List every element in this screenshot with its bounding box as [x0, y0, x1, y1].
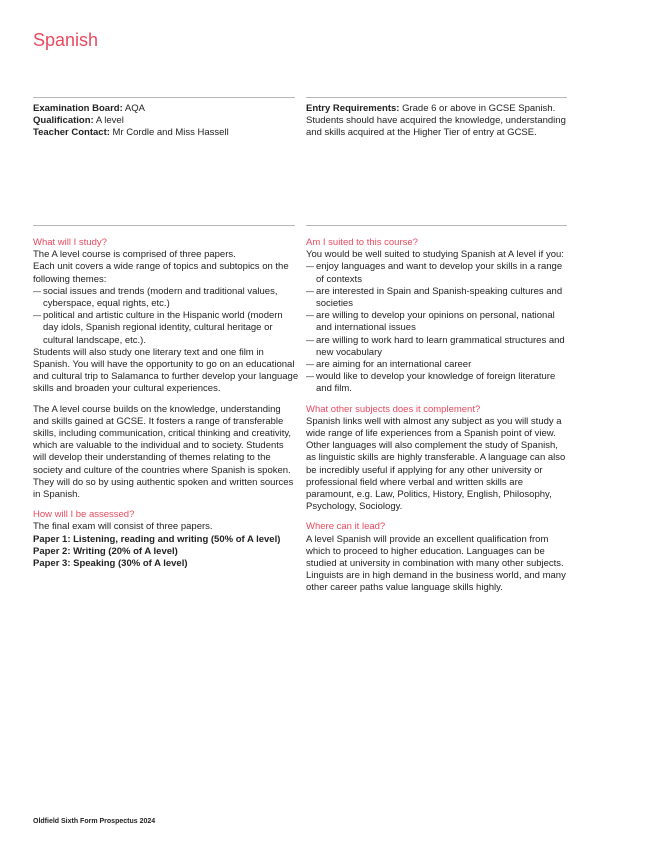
study-paragraph-2: The A level course builds on the knowledge, understanding and skills gained at GCSE. It fosters a range of transferable skills, including communication, critical thinking and creativity, which are valuable to the individual and to society. Students will develop their understanding of themes relating to the society and culture of the countries where Spanish is spoken. They will do so by using authentic spoken and written sources in Spanish. — [33, 403, 294, 501]
assessed-heading: How will I be assessed? — [33, 509, 135, 521]
list-item: — enjoy languages and want to develop your skills in a range of contexts — [306, 261, 568, 285]
list-item: — social issues and trends (modern and traditional values, cyberspace, equal rights, etc.) — [33, 286, 299, 310]
list-item: — are willing to develop your opinions on personal, national and international issues — [306, 310, 568, 334]
left-column — [33, 237, 299, 570]
paper-3: Paper 3: Speaking (30% of A level) — [33, 558, 188, 570]
entry-requirements: Entry Requirements: Grade 6 or above in GCSE Spanish. Students should have acquired the knowledge, understanding and skills acquired at the Higher Tier of entry at GCSE. — [306, 103, 566, 139]
divider-top-left — [33, 97, 295, 98]
assessed-intro: The final exam will consist of three papers. — [33, 521, 213, 533]
complement-heading: What other subjects does it complement? — [306, 403, 481, 415]
exam-board: Examination Board: AQA — [33, 103, 145, 114]
suited-intro: You would be well suited to studying Spanish at A level if you: — [306, 249, 564, 261]
study-intro-2: Each unit covers a wide range of topics and subtopics on the following themes: — [33, 261, 289, 285]
page-title: Spanish — [33, 30, 99, 50]
study-paragraph-1: Students will also study one literary text and one film in Spanish. You will have the opportunity to go on an educational and cultural trip to Salamanca to further develop your language skills and broaden your cultural experiences. — [33, 346, 299, 395]
right-column — [306, 237, 568, 595]
paper-1: Paper 1: Listening, reading and writing (50% of A level) — [33, 533, 281, 545]
themes-list — [33, 286, 299, 347]
list-item: — political and artistic culture in the Hispanic world (modern day idols, Spanish regional identity, cultural heritage or cultural landscape, etc.). — [33, 310, 299, 347]
divider-top-right — [306, 97, 567, 98]
list-item: — are willing to work hard to learn grammatical structures and new vocabulary — [306, 335, 568, 359]
list-item: — are interested in Spain and Spanish-speaking cultures and societies — [306, 286, 568, 310]
divider-mid-left — [33, 225, 295, 226]
divider-mid-right — [306, 225, 567, 226]
qualification: Qualification: A level — [33, 115, 124, 127]
complement-text: Spanish links well with almost any subject as you will study a wide range of life experiences from a Spanish point of view. Other languages will also complement the study of Spanish, as linguistic skills are highly transferable. A language can also be incredibly useful if applying for any other university or professional field where verbal and written skills are paramount, e.g. Law, Politics, History, English, Philosophy, Psychology, Sociology. — [306, 415, 566, 513]
list-item: — would like to develop your knowledge of foreign literature and film. — [306, 371, 568, 395]
list-item: — are aiming for an international career — [306, 359, 568, 371]
course-info — [33, 103, 295, 140]
suited-list — [306, 261, 568, 395]
study-intro-1: The A level course is comprised of three papers. — [33, 249, 236, 261]
lead-heading: Where can it lead? — [306, 521, 386, 533]
suited-heading: Am I suited to this course? — [306, 237, 418, 248]
footer: Oldfield Sixth Form Prospectus 2024 — [33, 818, 156, 825]
lead-text: A level Spanish will provide an excellent qualification from which to proceed to higher education. Languages can be studied at university in combination with many other subjects. Linguists are in high demand in the business world, and many other career paths value language skills highly. — [306, 533, 566, 594]
teacher-contact: Teacher Contact: Mr Cordle and Miss Hassell — [33, 127, 229, 139]
study-heading: What will I study? — [33, 237, 107, 248]
paper-2: Paper 2: Writing (20% of A level) — [33, 545, 178, 557]
